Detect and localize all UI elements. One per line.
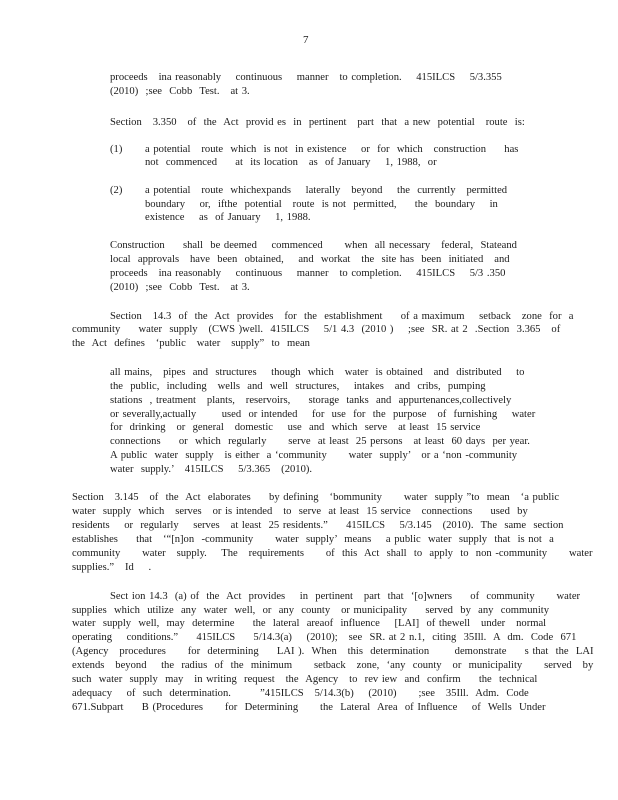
quote-line: for drinking or general domestic use and which serve at least 15 service xyxy=(110,422,481,433)
page-number: 7 xyxy=(303,34,309,46)
text-line: establishes that ‘“[n]on -community water supply’ means a public water supply that is not a xyxy=(72,534,554,545)
text-line: (Agency procedures for determining LAI ). When this determination demonstrate s that the LAI xyxy=(72,646,594,657)
quote-line: stations , treatment plants, reservoirs, storage tanks and appurtenances,collectively xyxy=(110,395,512,406)
text-line: the Act defines ‘public water supply” to mean xyxy=(72,338,310,349)
text-line: supplies.” Id . xyxy=(72,562,152,573)
text-line: 671.Subpart B (Procedures for Determining the Lateral Area of Influence of Wells Under xyxy=(72,702,546,713)
list-item-text: existence as of January 1, 1988. xyxy=(145,212,311,223)
quote-line: all mains, pipes and structures though which water is obtained and distributed to xyxy=(110,367,525,378)
quote-line: or severally,actually used or intended for use for the purpose of furnishing water xyxy=(110,409,536,420)
text-line: adequacy of such determination. ”415ILCS 5/14.3(b) (2010) ;see 35Ill. Adm. Code xyxy=(72,688,529,699)
text-line: operating conditions.” 415ILCS 5/14.3(a) (2010); see SR. at 2 n.1, citing 35Ill. A dm. Code 671 xyxy=(72,632,577,643)
list-item-number: (1) xyxy=(110,144,123,155)
text-line: extends beyond the radius of the minimum setback zone, ‘any county or municipality served by xyxy=(72,660,594,671)
text-line: Section 3.145 of the Act elaborates by defining ‘bommunity water supply ”to mean ‘a public xyxy=(72,492,560,503)
list-item-text: boundary or, ifthe potential route is not permitted, the boundary in xyxy=(145,199,498,210)
text-line: local approvals have been obtained, and workat the site has been initiated and xyxy=(110,254,510,265)
list-item-number: (2) xyxy=(110,185,123,196)
text-line: community water supply (CWS )well. 415ILCS 5/1 4.3 (2010 ) ;see SR. at 2 .Section 3.365 of xyxy=(72,324,561,335)
list-item-text: a potential route whichexpands laterally beyond the currently permitted xyxy=(145,185,508,196)
text-line: Construction shall be deemed commenced when all necessary federal, Stateand xyxy=(110,240,517,251)
text-line: Sect ion 14.3 (a) of the Act provides in pertinent part that ‘[o]wners of community water xyxy=(110,591,581,602)
text-line: proceeds ina reasonably continuous manner to completion. 415ILCS 5/3 .350 xyxy=(110,268,506,279)
quote-line: A public water supply is either a ‘community water supply’ or a ‘non -community xyxy=(110,450,518,461)
text-line: proceeds ina reasonably continuous manner to completion. 415ILCS 5/3.355 xyxy=(110,72,502,83)
text-line: water supply which serves or is intended to serve at least 15 service connections used by xyxy=(72,506,528,517)
quote-line: connections or which regularly serve at least 25 persons at least 60 days per year. xyxy=(110,436,530,447)
text-line: (2010) ;see Cobb Test. at 3. xyxy=(110,282,250,293)
text-line: residents or regularly serves at least 25 residents.” 415ILCS 5/3.145 (2010). The same section xyxy=(72,520,564,531)
text-line: Section 14.3 of the Act provides for the establishment of a maximum setback zone for a xyxy=(110,311,574,322)
list-item-text: not commenced at its location as of January 1, 1988, or xyxy=(145,157,437,168)
text-line: (2010) ;see Cobb Test. at 3. xyxy=(110,86,250,97)
quote-line: the public, including wells and well structures, intakes and cribs, pumping xyxy=(110,381,486,392)
text-line: such water supply may in writing request the Agency to rev iew and confirm the technical xyxy=(72,674,538,685)
list-item-text: a potential route which is not in existence or for which construction has xyxy=(145,144,519,155)
text-line: supplies which utilize any water well, or any county or municipality served by any community xyxy=(72,605,550,616)
text-line: water supply well, may determine the lateral areaof influence [LAI] of thewell under normal xyxy=(72,618,547,629)
paragraph: Section 3.350 of the Act provid es in pertinent part that a new potential route is: xyxy=(110,117,525,128)
quote-line: water supply.’ 415ILCS 5/3.365 (2010). xyxy=(110,464,313,475)
text-line: community water supply. The requirements of this Act shall to apply to non -community water xyxy=(72,548,593,559)
